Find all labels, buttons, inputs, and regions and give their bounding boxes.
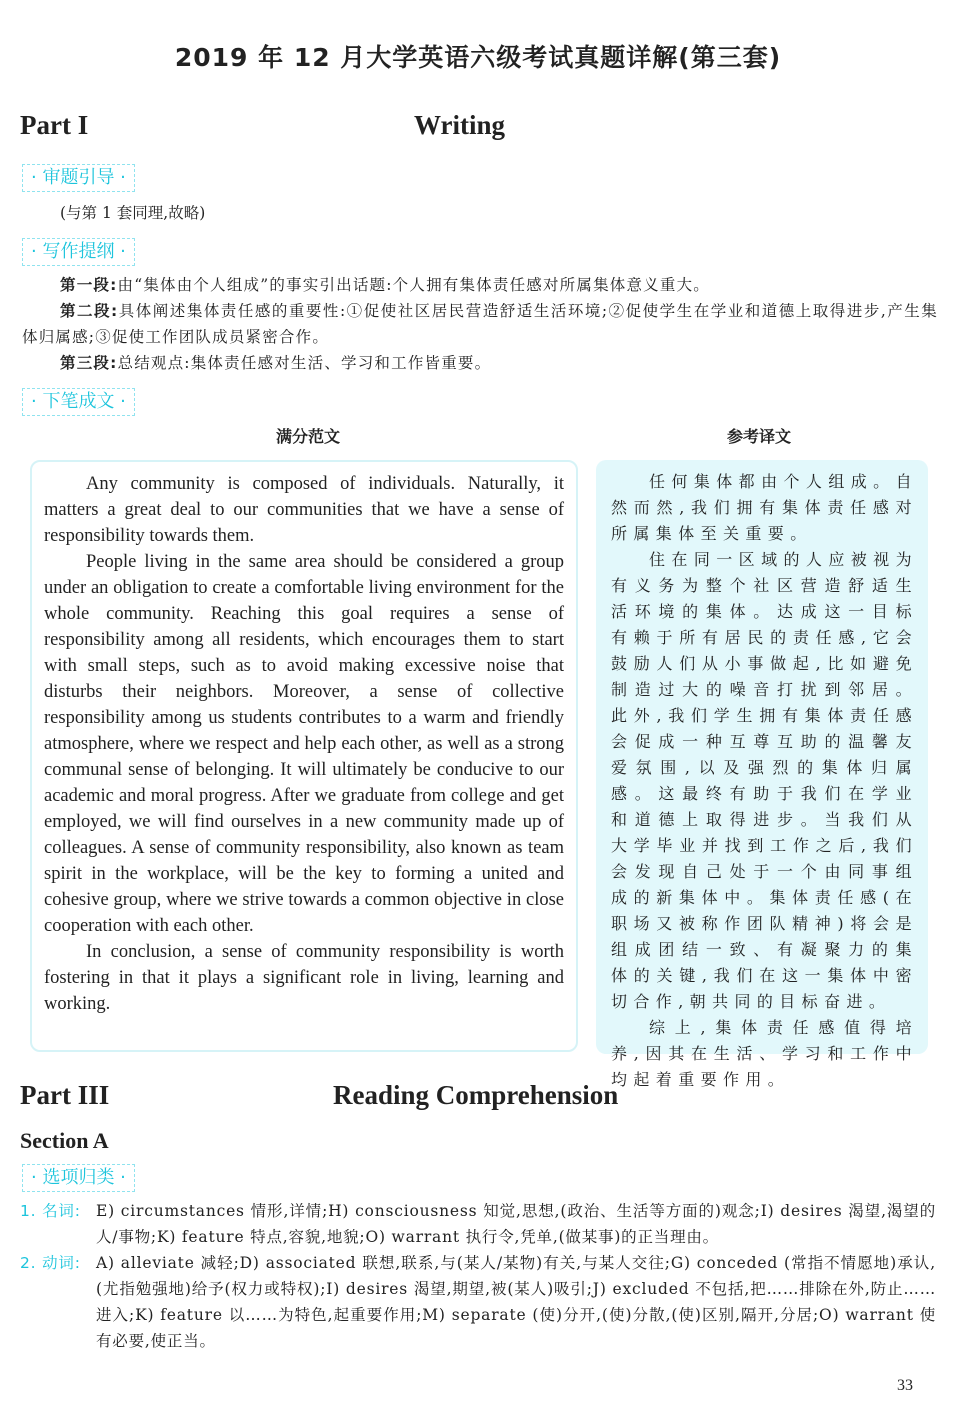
- option-list: [20, 1198, 936, 1354]
- outline-text: 总结观点:集体责任感对生活、学习和工作皆重要。: [117, 354, 492, 372]
- option-group-text: A) alleviate 减轻;D) associated 联想,联系,与(某人/某物)有关,与某人交往;G) conceded (常指不情愿地)承认,(尤指勉强地)给予(权力或特权);I) desires 渴望,期望,被(某人)吸引;J) excluded 不包括,把……排除在外,防止……进入;K) feature 以……为特色,起重要作用;M) separate (使)分开,(使)分散,(使)区别,隔开,分居;O) warrant 使有必要,使正当。: [96, 1254, 936, 1350]
- tag-option-classify: · 选项归类 ·: [22, 1164, 135, 1192]
- outline-text: 由“集体由个人组成”的事实引出话题:个人拥有集体责任感对所属集体意义重大。: [117, 276, 710, 294]
- outline-label: 第一段:: [60, 276, 118, 294]
- tag-compose: · 下笔成文 ·: [22, 388, 135, 416]
- translation-paragraph: 综上,集体责任感值得培养,因其在生活、学习和工作中均起着重要作用。: [611, 1018, 918, 1089]
- part1-name: Writing: [414, 110, 506, 140]
- page-title: 2019 年 12 月大学英语六级考试真题详解(第三套): [174, 43, 782, 72]
- option-group-label: 2. 动词:: [20, 1254, 81, 1272]
- essay-paragraph: Any community is composed of individuals. Naturally, it matters a great deal to our communities that we have a sense of responsibility towards them.: [44, 474, 564, 546]
- tag-review-guide: · 审题引导 ·: [22, 164, 135, 192]
- part3-name: Reading Comprehension: [333, 1080, 619, 1110]
- tag-writing-outline: · 写作提纲 ·: [22, 238, 135, 266]
- outline-item: [22, 298, 938, 350]
- part3-label: Part III: [20, 1080, 110, 1110]
- translation-paragraph: 住在同一区域的人应被视为有义务为整个社区营造舒适生活环境的集体。达成这一目标有赖于所有居民的责任感,它会鼓励人们从小事做起,比如避免制造过大的噪音打扰到邻居。此外,我们学生拥有集体责任感会促成一种互尊互助的温馨友爱氛围,以及强烈的集体归属感。这最终有助于我们在学业和道德上取得进步。当我们从大学毕业并找到工作之后,我们会发现自己处于一个由同事组成的新集体中。集体责任感(在职场又被称作团队精神)将会是组成团结一致、有凝聚力的集体的关键,我们在这一集体中密切合作,朝共同的目标奋进。: [611, 550, 918, 1011]
- part1-label: Part I: [20, 110, 89, 140]
- section-label: Section A: [20, 1128, 109, 1153]
- option-group-text: E) circumstances 情形,详情;H) consciousness 知觉,思想,(政治、生活等方面的)观念;I) desires 渴望,渴望的人/事物;K) feature 特点,容貌,地貌;O) warrant 执行令,凭单,(做某事)的正当理由。: [96, 1202, 936, 1246]
- outline-item: [22, 350, 938, 376]
- model-essay: [30, 460, 578, 1052]
- option-group-label: 1. 名词:: [20, 1202, 81, 1220]
- translation-paragraph: 任何集体都由个人组成。自然而然,我们拥有集体责任感对所属集体至关重要。: [611, 472, 918, 543]
- outline-text: 具体阐述集体责任感的重要性:①促使社区居民营造舒适生活环境;②促使学生在学业和道德上取得进步,产生集体归属感;③促使工作团队成员紧密合作。: [22, 302, 939, 346]
- outline-item: [22, 272, 938, 298]
- option-group: [20, 1198, 936, 1250]
- page-number: 33: [897, 1377, 913, 1394]
- essay-paragraph: People living in the same area should be considered a group under an obligation to create a comfortable living environment for the whole community. Reaching this goal requires a sense of responsibility among all residents, which encourages them to start with small steps, such as to avoid making excessive noise that disturbs their neighbors. Moreover, a sense of collective responsibility among us students contributes to a warm and friendly atmosphere, where we respect and help each other, as well as a strong communal sense of belonging. It will ultimately be conducive to our academic and moral progress. After we graduate from college and get employed, we will find ourselves in a new community made up of colleagues. A sense of community responsibility, also known as team spirit in the workplace, will be the key to forming a united and cohesive group, where we strive towards a common objective in close cooperation with each other.: [44, 552, 564, 936]
- essay-paragraph: In conclusion, a sense of community responsibility is worth fostering in that it plays a significant role in living, learning and working.: [44, 942, 564, 1014]
- guide-text: (与第 1 套同理,故略): [60, 204, 206, 222]
- essay-heading: 满分范文: [276, 427, 341, 446]
- outline-label: 第二段:: [60, 302, 119, 320]
- translation-heading: 参考译文: [727, 427, 792, 446]
- outline: [22, 272, 938, 376]
- reference-translation: [596, 460, 928, 1089]
- option-group: [20, 1250, 936, 1354]
- outline-label: 第三段:: [60, 354, 118, 372]
